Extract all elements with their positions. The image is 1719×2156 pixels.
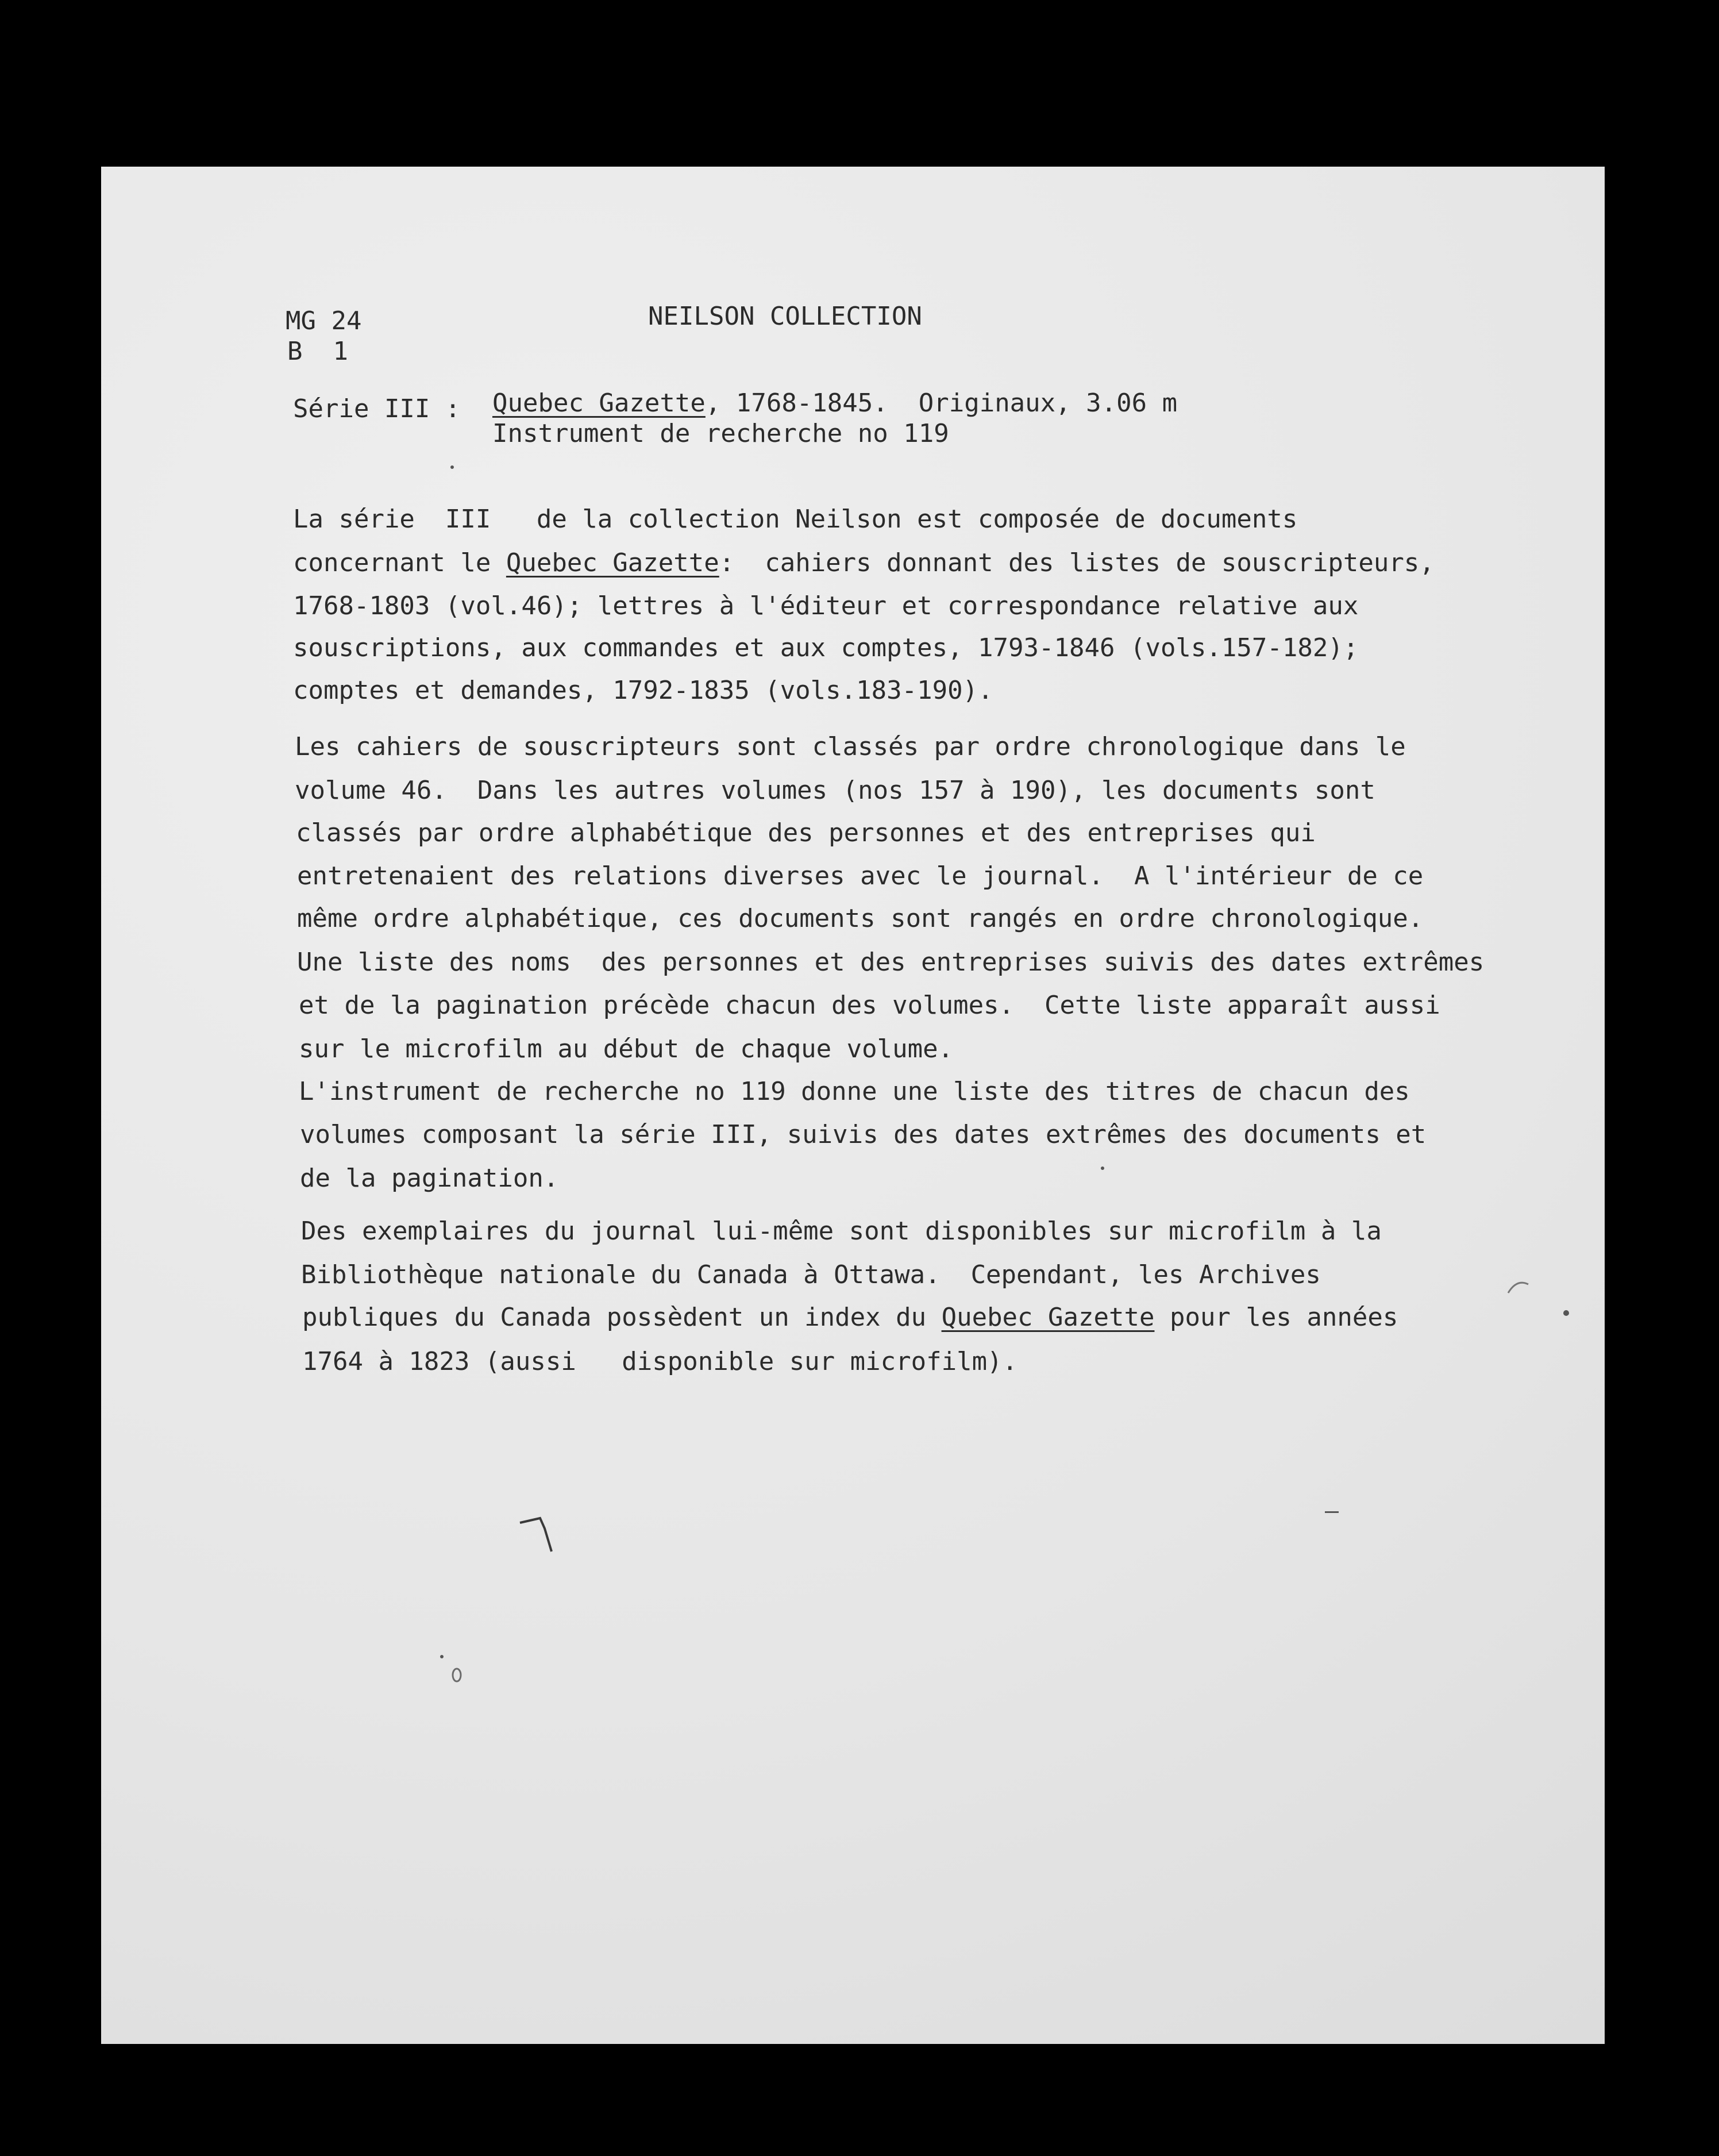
paragraph-line: Bibliothèque nationale du Canada à Ottawa. Cependant, les Archives <box>301 1260 1321 1289</box>
scan-speck <box>440 1655 444 1658</box>
pen-mark <box>448 1664 465 1687</box>
reference-code-line1: MG 24 <box>286 306 362 336</box>
paragraph-line: La série III de la collection Neilson est composée de documents <box>293 505 1298 534</box>
paragraph-line: entretenaient des relations diverses avec le journal. A l'intérieur de ce <box>297 861 1424 891</box>
pen-mark <box>1505 1276 1534 1299</box>
serie-label: Série III : <box>293 394 461 424</box>
serie-title-underlined: Quebec Gazette <box>492 388 706 418</box>
paragraph-line: L'instrument de recherche no 119 donne une liste des titres de chacun des <box>299 1077 1410 1106</box>
paragraph-line: 1768-1803 (vol.46); lettres à l'éditeur et correspondance relative aux <box>293 591 1359 621</box>
paragraph-line: publiques du Canada possèdent un index du Quebec Gazette pour les années <box>302 1303 1398 1332</box>
serie-finding-aid: Instrument de recherche no 119 <box>492 419 949 448</box>
paragraph-line: Des exemplaires du journal lui-même sont disponibles sur microfilm à la <box>301 1216 1382 1246</box>
paragraph-line: Les cahiers de souscripteurs sont classés par ordre chronologique dans le <box>295 732 1406 761</box>
paragraph-line: sur le microfilm au début de chaque volume. <box>299 1034 954 1064</box>
document-title: NEILSON COLLECTION <box>648 302 922 331</box>
paragraph-line: comptes et demandes, 1792-1835 (vols.183-190). <box>293 676 993 705</box>
serie-title-rest: , 1768-1845. Originaux, 3.06 m <box>705 388 1178 418</box>
paragraph-line: Une liste des noms des personnes et des entreprises suivis des dates extrêmes <box>297 948 1485 977</box>
scan-speck <box>1101 1166 1104 1170</box>
reference-code-line2: B 1 <box>287 337 348 366</box>
paragraph-line: concernant le Quebec Gazette: cahiers donnant des listes de souscripteurs, <box>293 548 1435 578</box>
pen-mark <box>517 1511 569 1557</box>
paragraph-line: et de la pagination précède chacun des volumes. Cette liste apparaît aussi <box>299 991 1440 1020</box>
paragraph-line: volume 46. Dans les autres volumes (nos 157 à 190), les documents sont <box>295 776 1375 805</box>
paragraph-line: 1764 à 1823 (aussi disponible sur microfilm). <box>302 1347 1018 1376</box>
paragraph-line: classés par ordre alphabétique des personnes et des entreprises qui <box>296 818 1316 848</box>
paragraph-line: volumes composant la série III, suivis des dates extrêmes des documents et <box>300 1120 1427 1149</box>
scan-speck <box>1563 1310 1569 1316</box>
serie-title-line <box>492 388 1178 418</box>
paragraph-line: même ordre alphabétique, ces documents sont rangés en ordre chronologique. <box>297 904 1424 933</box>
paragraph-line: souscriptions, aux commandes et aux comptes, 1793-1846 (vols.157-182); <box>293 633 1359 663</box>
scan-speck <box>450 465 454 469</box>
paragraph-line: de la pagination. <box>300 1164 559 1193</box>
scan-speck <box>1325 1511 1339 1513</box>
